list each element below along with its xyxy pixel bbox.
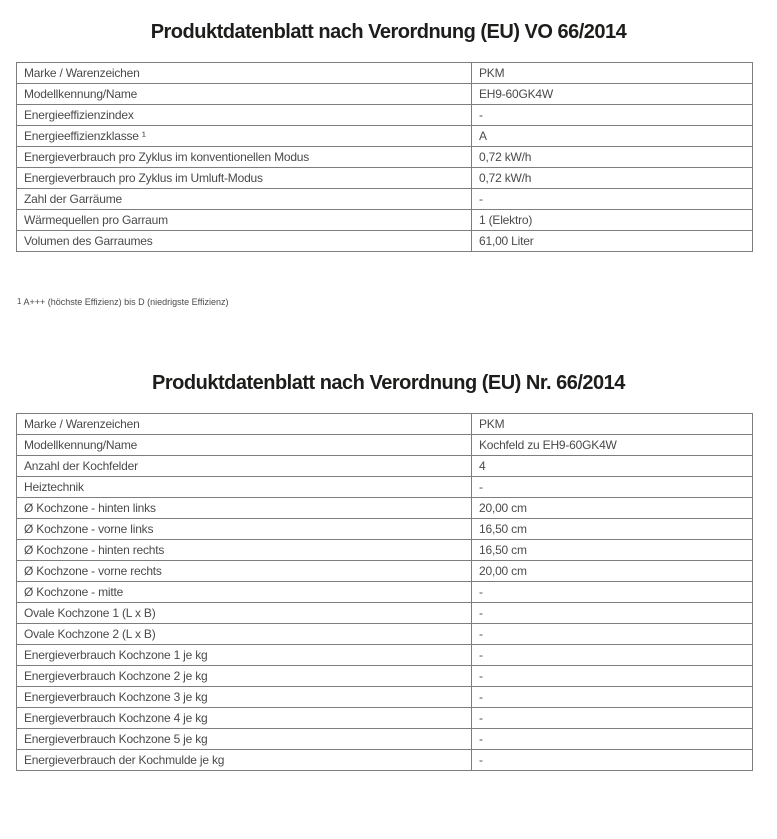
attribute-value: - (472, 666, 753, 687)
attribute-value: - (472, 477, 753, 498)
table-row (17, 168, 753, 189)
footnote-text: A+++ (höchste Effizienz) bis D (niedrigste Effizienz) (23, 297, 229, 307)
table-row (17, 603, 753, 624)
attribute-value: - (472, 687, 753, 708)
table-row (17, 477, 753, 498)
attribute-value: - (472, 750, 753, 771)
attribute-value: - (472, 105, 753, 126)
attribute-value: - (472, 603, 753, 624)
attribute-label: Heiztechnik (17, 477, 472, 498)
table-row (17, 189, 753, 210)
attribute-label: Modellkennung/Name (17, 84, 472, 105)
table-row (17, 456, 753, 477)
attribute-value: - (472, 624, 753, 645)
table-row (17, 708, 753, 729)
attribute-value: 16,50 cm (472, 519, 753, 540)
attribute-value: A (472, 126, 753, 147)
attribute-value: 20,00 cm (472, 561, 753, 582)
table-row (17, 498, 753, 519)
attribute-value: 4 (472, 456, 753, 477)
attribute-label: Energieverbrauch Kochzone 2 je kg (17, 666, 472, 687)
attribute-label: Ø Kochzone - hinten rechts (17, 540, 472, 561)
table-row (17, 519, 753, 540)
attribute-value: PKM (472, 63, 753, 84)
table-row (17, 147, 753, 168)
table-row (17, 750, 753, 771)
attribute-value: 20,00 cm (472, 498, 753, 519)
attribute-label: Energieverbrauch pro Zyklus im konventionellen Modus (17, 147, 472, 168)
attribute-label: Energieeffizienzklasse ¹ (17, 126, 472, 147)
attribute-label: Wärmequellen pro Garraum (17, 210, 472, 231)
table-row (17, 231, 753, 252)
table-row (17, 210, 753, 231)
section2-title: Produktdatenblatt nach Verordnung (EU) Nr. 66/2014 (152, 372, 625, 394)
table-row (17, 561, 753, 582)
attribute-label: Ø Kochzone - vorne rechts (17, 561, 472, 582)
attribute-label: Volumen des Garraumes (17, 231, 472, 252)
attribute-label: Energieeffizienzindex (17, 105, 472, 126)
attribute-label: Energieverbrauch pro Zyklus im Umluft-Modus (17, 168, 472, 189)
footnote (17, 297, 777, 307)
attribute-label: Ø Kochzone - vorne links (17, 519, 472, 540)
attribute-label: Ovale Kochzone 2 (L x B) (17, 624, 472, 645)
attribute-value: - (472, 582, 753, 603)
attribute-label: Anzahl der Kochfelder (17, 456, 472, 477)
attribute-value: 1 (Elektro) (472, 210, 753, 231)
attribute-value: Kochfeld zu EH9-60GK4W (472, 435, 753, 456)
attribute-label: Modellkennung/Name (17, 435, 472, 456)
table-row (17, 687, 753, 708)
attribute-value: 61,00 Liter (472, 231, 753, 252)
attribute-value: - (472, 729, 753, 750)
section1-title: Produktdatenblatt nach Verordnung (EU) VO 66/2014 (150, 21, 627, 43)
attribute-label: Ø Kochzone - mitte (17, 582, 472, 603)
table-row (17, 582, 753, 603)
attribute-value: 0,72 kW/h (472, 168, 753, 189)
attribute-value: - (472, 708, 753, 729)
table-row (17, 666, 753, 687)
footnote-marker: 1 (17, 297, 22, 306)
attribute-value: 0,72 kW/h (472, 147, 753, 168)
attribute-value: - (472, 189, 753, 210)
hob-datasheet-table (16, 413, 753, 771)
attribute-label: Energieverbrauch der Kochmulde je kg (17, 750, 472, 771)
attribute-label: Zahl der Garräume (17, 189, 472, 210)
attribute-value: - (472, 645, 753, 666)
attribute-label: Marke / Warenzeichen (17, 414, 472, 435)
table-row (17, 729, 753, 750)
attribute-value: PKM (472, 414, 753, 435)
table-row (17, 414, 753, 435)
attribute-label: Marke / Warenzeichen (17, 63, 472, 84)
attribute-label: Energieverbrauch Kochzone 4 je kg (17, 708, 472, 729)
attribute-label: Energieverbrauch Kochzone 3 je kg (17, 687, 472, 708)
attribute-value: EH9-60GK4W (472, 84, 753, 105)
attribute-value: 16,50 cm (472, 540, 753, 561)
attribute-label: Energieverbrauch Kochzone 1 je kg (17, 645, 472, 666)
attribute-label: Energieverbrauch Kochzone 5 je kg (17, 729, 472, 750)
table-row (17, 624, 753, 645)
table-row (17, 435, 753, 456)
table-row (17, 84, 753, 105)
oven-datasheet-table (16, 62, 753, 252)
table-row (17, 105, 753, 126)
table-row (17, 645, 753, 666)
attribute-label: Ø Kochzone - hinten links (17, 498, 472, 519)
table-row (17, 63, 753, 84)
document-page (0, 18, 777, 771)
attribute-label: Ovale Kochzone 1 (L x B) (17, 603, 472, 624)
table-row (17, 126, 753, 147)
table-row (17, 540, 753, 561)
